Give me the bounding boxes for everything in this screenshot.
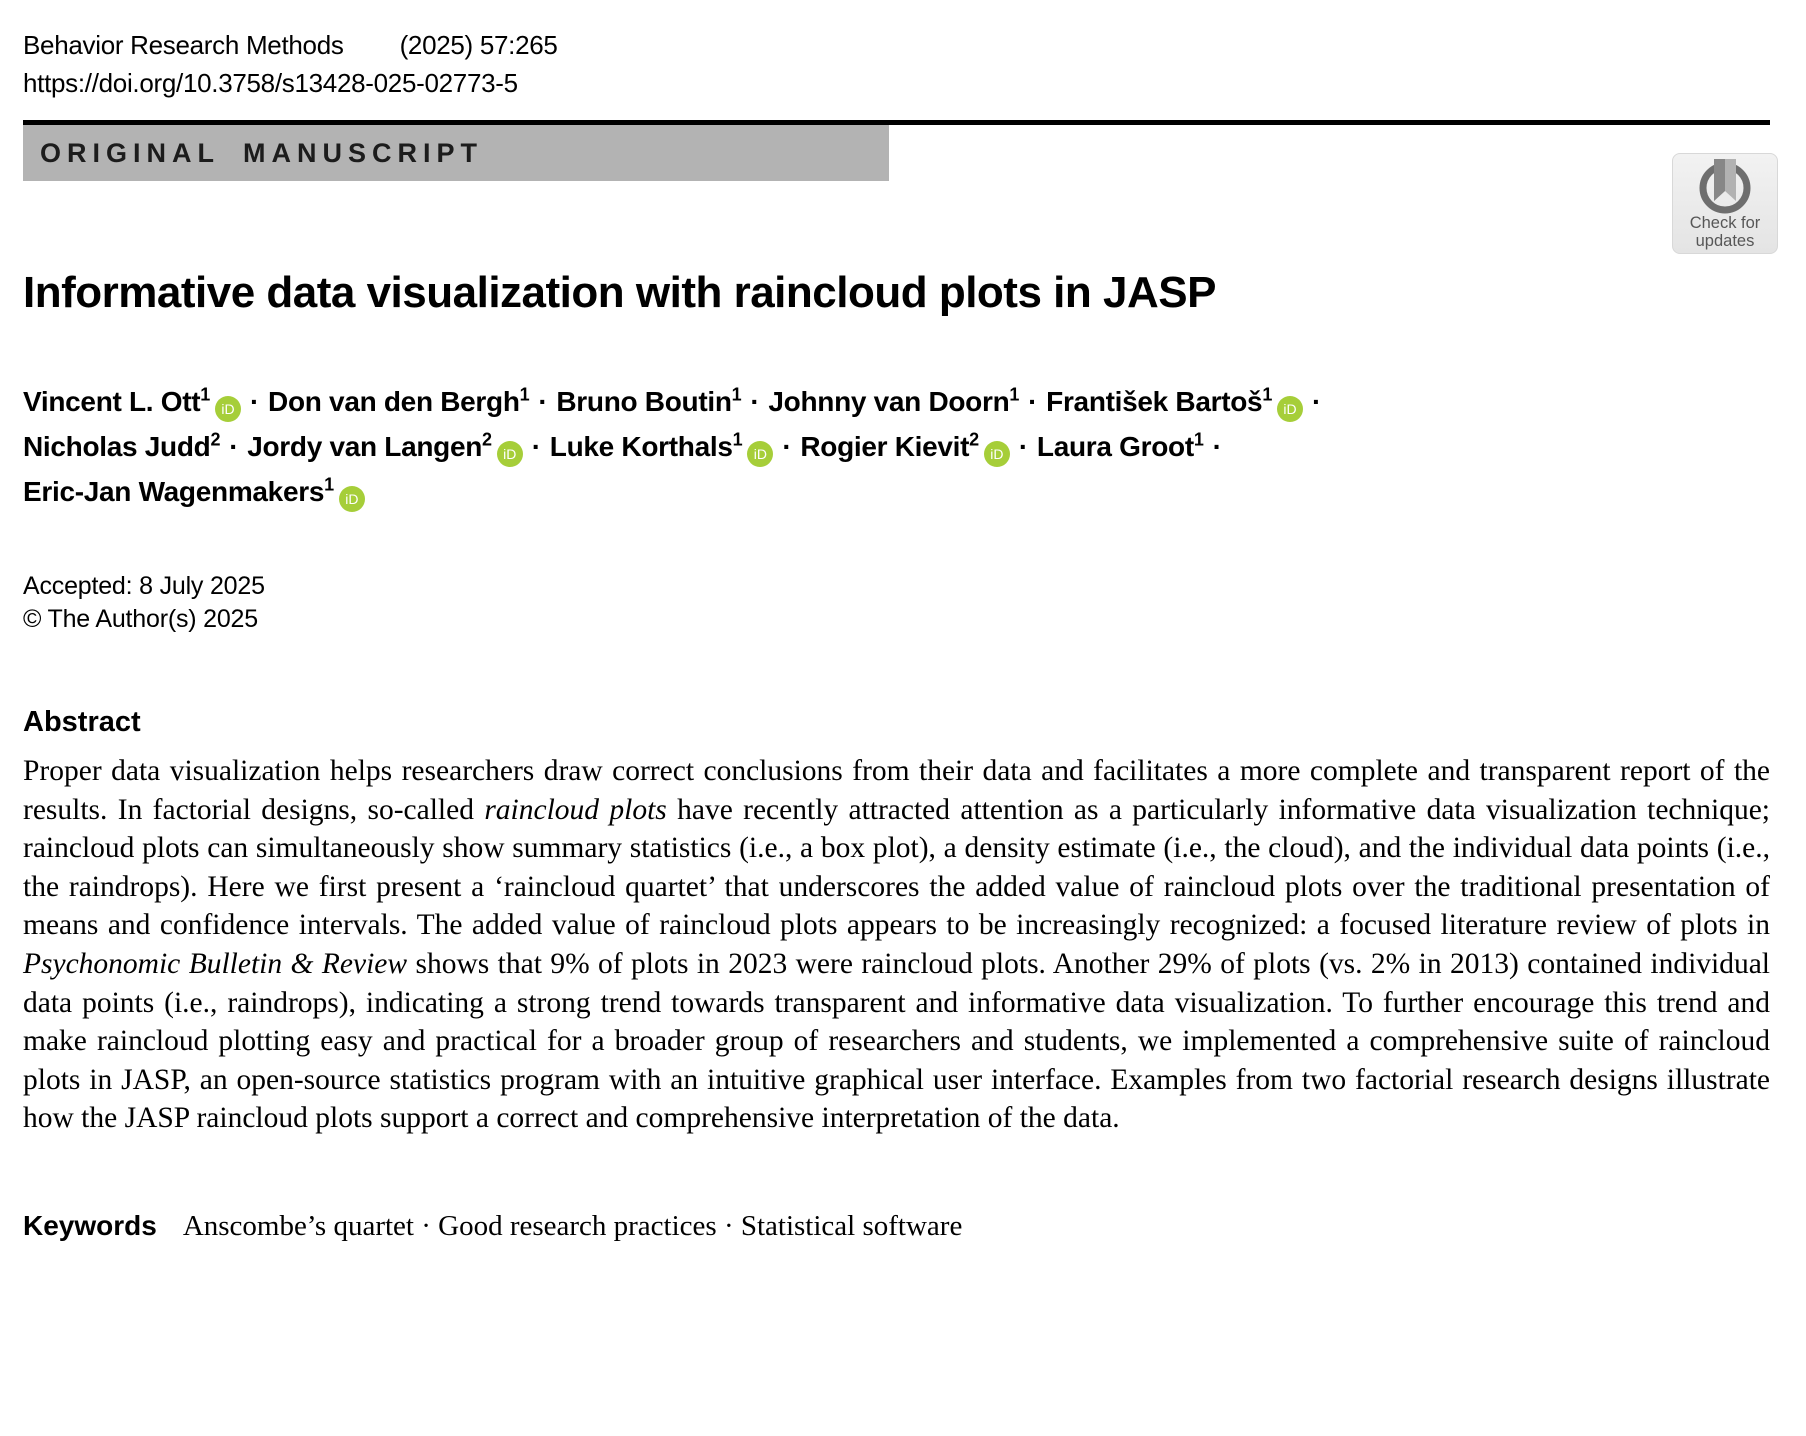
accepted-date: Accepted: 8 July 2025 [23,572,265,600]
author: Don van den Bergh$^1$ [268,384,530,417]
doi-link[interactable]: https://doi.org/10.3758/s13428-025-02773-5 [23,68,518,98]
author: Vincent L. Ott$^1$iD [23,386,241,417]
author: Luke Korthals$^1$iD [550,431,774,462]
author-line-1 [23,379,1770,424]
author-separator: · [531,431,541,462]
section-label: ORIGINAL MANUSCRIPT [40,137,484,168]
orcid-icon[interactable]: iD [984,441,1010,467]
journal-header [23,30,1770,61]
author-line-3 [23,469,1770,514]
author-separator: · [1018,431,1028,462]
abstract-part-2: have recently attracted attention as a particularly informative data visualization technique; raincloud plots can simultaneously show summary statistics (i.e., a box plot), a density estimate (i.e., the cloud), and the individual data points (i.e., the raindrops). Here we first present a ‘raincloud quartet’ that underscores the added value of raincloud plots over the traditional presentation of means and confidence intervals. The added value of raincloud plots appears to be increasingly recognized: a focused literature review of plots in [23,793,1770,942]
author-line-2 [23,424,1770,469]
author-separator: · [538,386,548,417]
author-separator: · [229,431,239,462]
orcid-icon[interactable]: iD [497,441,523,467]
abstract-italic-2: Psychonomic Bulletin & Review [23,947,408,980]
orcid-icon[interactable]: iD [1277,396,1303,422]
author: Johnny van Doorn$^1$ [768,384,1020,417]
abstract-text [23,752,1770,1138]
journal-citation: (2025) 57:265 [399,30,558,60]
journal-name: Behavior Research Methods [23,30,344,60]
author: Jordy van Langen$^2$iD [247,431,523,462]
paper-title: Informative data visualization with raincloud plots in JASP [23,268,1216,317]
author-list [23,379,1770,514]
author: Laura Groot$^1$ [1036,429,1204,462]
check-badge-line2: updates [1695,232,1755,250]
author-separator: · [750,386,760,417]
author-separator: · [1028,386,1038,417]
author-separator: · [1212,431,1222,462]
keywords-text: Anscombe’s quartet · Good research practices · Statistical software [182,1209,963,1242]
orcid-icon[interactable]: iD [215,396,241,422]
author: Eric-Jan Wagenmakers$^1$iD [23,476,365,507]
author: František Bartoš$^1$iD [1046,386,1303,417]
keywords-label: Keywords [23,1209,157,1241]
orcid-icon[interactable]: iD [747,441,773,467]
author-separator: · [250,386,260,417]
crossmark-icon [1688,156,1762,216]
abstract-italic-1: raincloud plots [484,793,667,826]
abstract-part-3: shows that 9% of plots in 2023 were raincloud plots. Another 29% of plots (vs. 2% in 2013) contained individual data points (i.e., raindrops), indicating a strong trend towards transparent and informative data visualization. To further encourage this trend and make raincloud plotting easy and practical for a broader group of researchers and students, we implemented a comprehensive suite of raincloud plots in JASP, an open-source statistics program with an intuitive graphical user interface. Examples from two factorial research designs illustrate how the JASP raincloud plots support a correct and comprehensive interpretation of the data. [23,947,1770,1135]
section-banner [23,125,889,181]
copyright-line: © The Author(s) 2025 [23,605,258,633]
check-badge-line1: Check for [1689,214,1761,232]
keywords-row [23,1210,1770,1243]
author: Bruno Boutin$^1$ [556,384,742,417]
author: Nicholas Judd$^2$ [23,429,221,462]
check-for-updates-badge[interactable] [1672,153,1778,254]
abstract-heading: Abstract [23,706,141,738]
author-separator: · [1312,386,1322,417]
article-meta [23,570,1770,636]
abstract-part-1: Proper data visualization helps researchers draw correct conclusions from their data and facilitates a more complete and transparent report of the results. In factorial designs, so-called [23,755,1770,826]
check-badge-text [1690,214,1761,250]
orcid-icon[interactable]: iD [339,486,365,512]
author-separator: · [782,431,792,462]
author: Rogier Kievit$^2$iD [800,431,1010,462]
